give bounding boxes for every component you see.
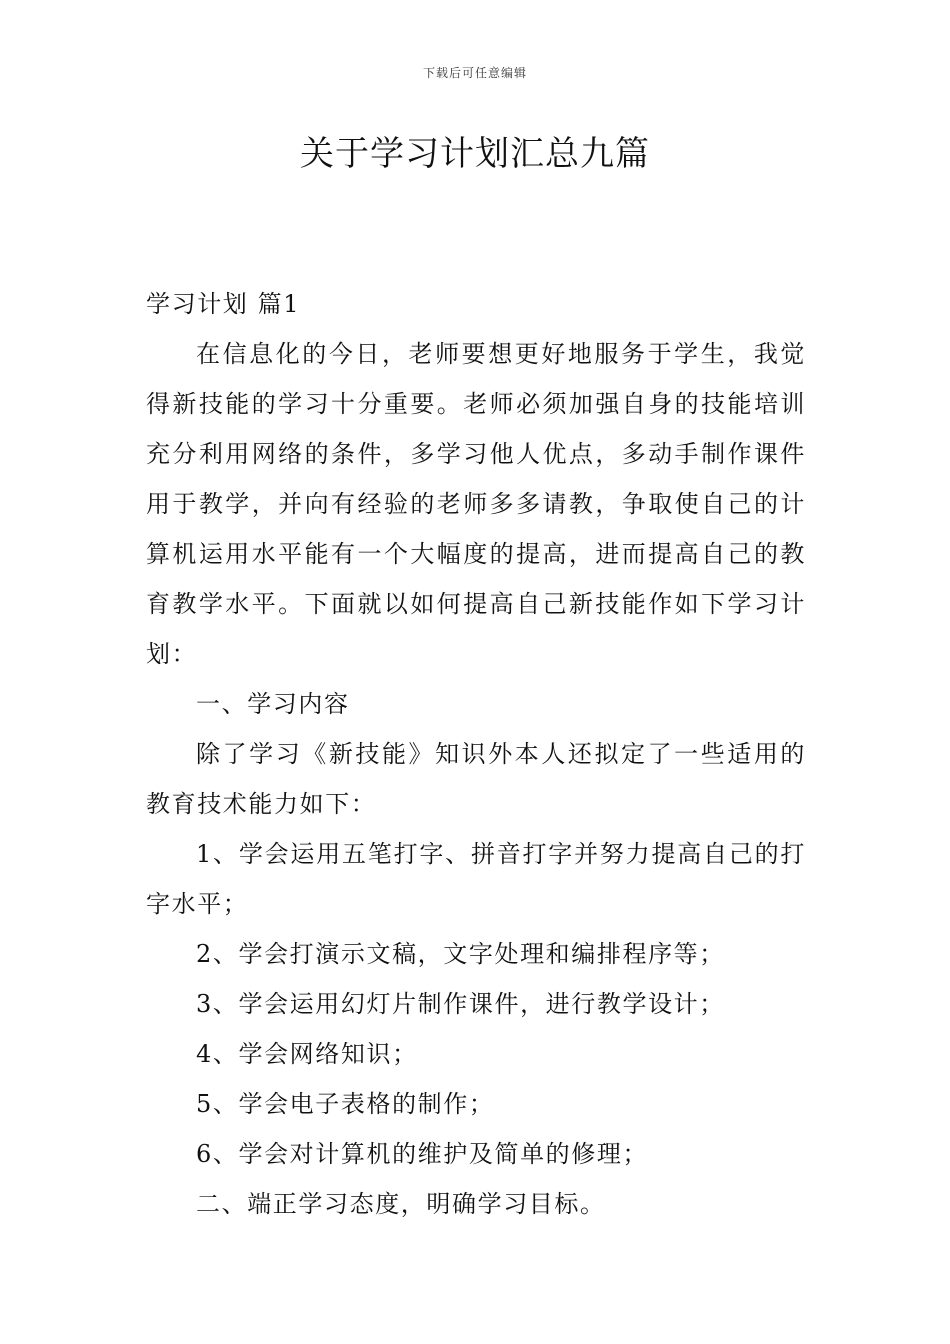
document-body <box>146 279 806 1229</box>
list-item: 3、学会运用幻灯片制作课件，进行教学设计； <box>196 990 725 1018</box>
header-note: 下载后可任意编辑 <box>422 66 527 80</box>
document-title: 关于学习计划汇总九篇 <box>300 134 650 174</box>
list-item: 5、学会电子表格的制作； <box>196 1090 495 1118</box>
paragraph-content-intro: 除了学习《新技能》知识外本人还拟定了一些适用的教育技术能力如下： <box>146 740 806 818</box>
paragraph-intro: 在信息化的今日，老师要想更好地服务于学生，我觉得新技能的学习十分重要。老师必须加强自身的技能培训充分利用网络的条件，多学习他人优点，多动手制作课件用于教学，并向有经验的老师多多请教，争取使自己的计算机运用水平能有一个大幅度的提高，进而提高自己的教育教学水平。下面就以如何提高自己新技能作如下学习计划： <box>146 340 806 668</box>
list-item: 4、学会网络知识； <box>196 1040 418 1068</box>
section-title: 学习计划 篇1 <box>146 290 301 318</box>
paragraph-heading-attitude: 二、端正学习态度，明确学习目标。 <box>196 1190 606 1218</box>
list-item: 2、学会打演示文稿，文字处理和编排程序等； <box>196 940 725 968</box>
list-item: 1、学会运用五笔打字、拼音打字并努力提高自己的打字水平； <box>146 840 806 918</box>
list-item: 6、学会对计算机的维护及简单的修理； <box>196 1140 649 1168</box>
paragraph-heading-learning-content: 一、学习内容 <box>196 690 350 718</box>
